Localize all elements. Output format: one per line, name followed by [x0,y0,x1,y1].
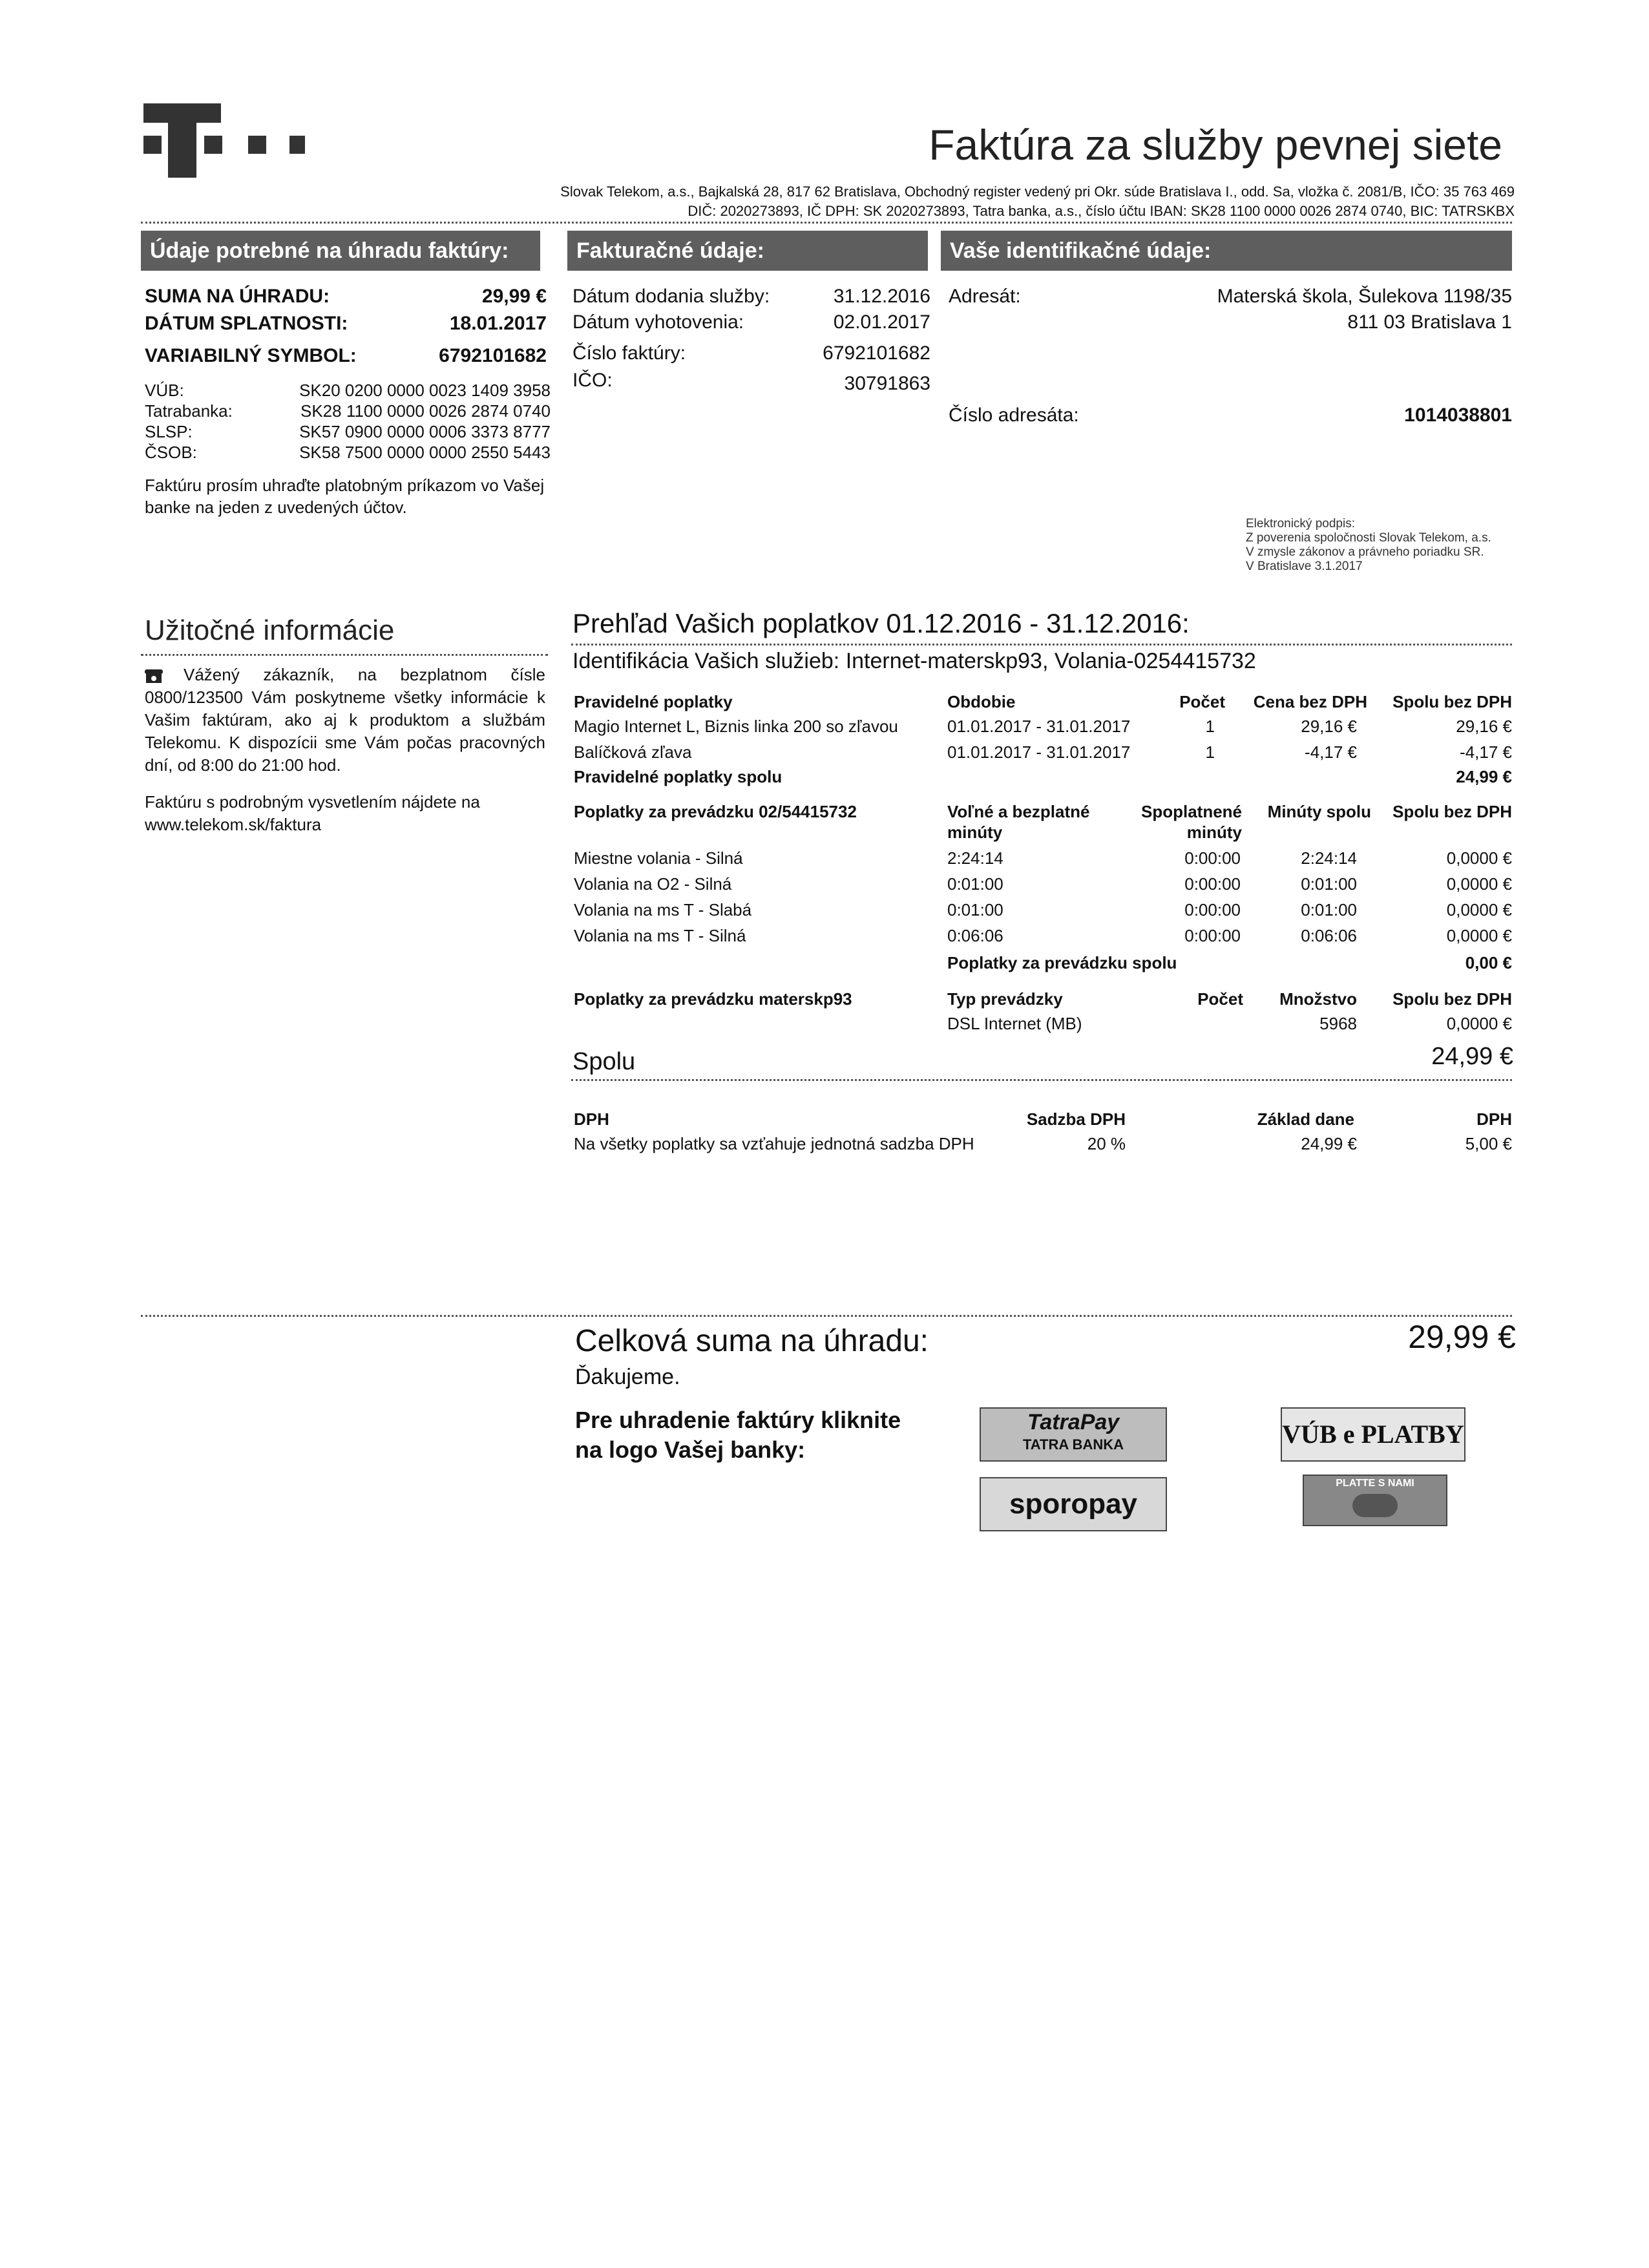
charge-period: 01.01.2017 - 31.01.2017 [947,717,1131,736]
service-id: Identifikácia Vašich služieb: Internet-materskp93, Volania-0254415732 [572,649,1256,673]
data-total: 0,0000 € [1446,1014,1512,1033]
grand-total-value: 29,99 € [1408,1319,1516,1355]
bank-name: ČSOB: [145,443,197,462]
call-total: 0,0000 € [1446,874,1512,894]
call-free: 0:01:00 [947,900,1003,919]
sporopay-button[interactable] [980,1477,1167,1531]
logo-t-stem [168,103,196,178]
vat-row-name: Na všetky poplatky sa vzťahuje jednotná sadzba DPH [574,1134,974,1153]
call-total: 0,0000 € [1446,900,1512,919]
bank-prompt: Pre uhradenie faktúry kliknite [575,1407,901,1433]
addressee-line1: Materská škola, Šulekova 1198/35 [1217,286,1512,307]
vat-col-header: Sadzba DPH [1026,1109,1126,1129]
e-signature-line: V Bratislave 3.1.2017 [1246,560,1363,573]
call-type: Miestne volania - Silná [574,848,743,868]
call-type: Volania na ms T - Silná [574,926,746,945]
payment-heading: Údaje potrebné na úhradu faktúry: [141,231,540,271]
vat-col-header: Základ dane [1257,1109,1354,1129]
thanks-text: Ďakujeme. [575,1365,680,1389]
invoice-value: 02.01.2017 [833,311,930,333]
csob-logo-text: PLATTE S NAMI [1336,1478,1414,1489]
vat-col-header: DPH [1476,1109,1512,1129]
invoice-label: IČO: [572,370,613,391]
addressee-number-label: Číslo adresáta: [949,404,1079,426]
charge-name: Balíčková zľava [574,742,692,762]
col-header: Množstvo [1279,989,1357,1009]
tatrapay-bank-text: TATRA BANKA [1022,1436,1124,1453]
addressee-line2: 811 03 Bratislava 1 [1347,311,1512,333]
overview-heading: Prehľad Vašich poplatkov 01.12.2016 - 31.12.2016: [572,608,1190,638]
csob-emblem [1352,1494,1398,1517]
tatrapay-logo-text: TatraPay [1027,1410,1120,1434]
due-value: 18.01.2017 [449,313,547,334]
grand-total-label: Celková suma na úhradu: [575,1324,929,1358]
ident-heading: Vaše identifikačné údaje: [941,231,1512,271]
vub-logo-text: VÚB e PLATBY [1282,1420,1464,1449]
data-type: DSL Internet (MB) [947,1014,1082,1033]
charge-period: 01.01.2017 - 31.01.2017 [947,742,1131,762]
charge-name: Magio Internet L, Biznis linka 200 so zľavou [574,717,898,736]
info-link-text: Faktúru s podrobným vysvetlením nájdete na www.telekom.sk/faktura [145,792,480,834]
addressee-number: 1014038801 [1404,404,1512,426]
bank-name: Tatrabanka: [145,401,233,421]
e-signature-line: Elektronický podpis: [1246,517,1355,530]
call-paid: 0:00:00 [1184,926,1241,945]
call-minutes: 2:24:14 [1301,848,1357,868]
logo-square-4 [289,136,305,154]
data-amount: 5968 [1319,1014,1357,1033]
regular-sum-value: 24,99 € [1456,767,1512,786]
call-free: 0:01:00 [947,874,1003,894]
company-info-2: DIČ: 2020273893, IČ DPH: SK 2020273893, Tatra banka, a.s., číslo účtu IBAN: SK28 1100 0000 0026 2874 0740, BIC: TATRSKBX [688,203,1515,219]
info-divider [141,654,548,656]
addressee-label: Adresát: [949,286,1021,307]
col-header: Spoplatnené minúty [1140,802,1242,842]
col-header: Cena bez DPH [1253,692,1367,711]
e-signature-line: Z poverenia spoločnosti Slovak Telekom, a.s. [1246,531,1491,545]
col-header: Počet [1197,989,1243,1009]
vat-amount: 5,00 € [1465,1134,1512,1153]
charge-count: 1 [1205,717,1215,736]
overview-divider [571,644,1512,646]
tatrapay-button[interactable] [980,1407,1167,1462]
telekom-logo [143,103,305,181]
col-header: Poplatky za prevádzku 02/54415732 [574,802,857,821]
call-minutes: 0:01:00 [1301,900,1357,919]
due-label: DÁTUM SPLATNOSTI: [145,313,348,334]
charge-total: -4,17 € [1460,742,1512,762]
vat-rate: 20 % [1087,1134,1126,1153]
logo-square-1 [143,136,162,154]
sum-label: SUMA NA ÚHRADU: [145,286,330,307]
call-paid: 0:00:00 [1184,848,1241,868]
bank-name: VÚB: [145,381,184,400]
col-header: Pravidelné poplatky [574,692,733,711]
regular-sum-label: Pravidelné poplatky spolu [574,767,782,786]
call-paid: 0:00:00 [1184,900,1241,919]
payment-note: Faktúru prosím uhraďte platobným príkazom vo Vašej banke na jeden z uvedených účtov. [145,476,545,517]
bank-iban: SK58 7500 0000 0000 2550 5443 [299,443,551,462]
sporopay-logo-text: sporopay [1009,1488,1138,1520]
bank-iban: SK20 0200 0000 0023 1409 3958 [299,381,551,400]
col-header: Počet [1179,692,1225,711]
charge-total: 29,16 € [1456,717,1512,736]
invoice-value: 6792101682 [823,342,930,364]
invoice-value: 31.12.2016 [833,286,930,307]
voice-sum-label: Poplatky za prevádzku spolu [947,953,1177,972]
call-type: Volania na O2 - Silná [574,874,732,894]
bank-iban: SK28 1100 0000 0026 2874 0740 [300,401,551,421]
charge-price: -4,17 € [1305,742,1357,762]
col-header: Typ prevádzky [947,989,1063,1009]
col-header: Poplatky za prevádzku materskp93 [574,989,852,1009]
vat-base: 24,99 € [1301,1134,1357,1153]
charge-price: 29,16 € [1301,717,1357,736]
overview-total-value: 24,99 € [1431,1043,1513,1070]
overview-total-label: Spolu [572,1048,636,1075]
invoice-label: Dátum vyhotovenia: [572,311,744,333]
csob-button[interactable] [1303,1475,1447,1526]
vub-eplatby-button[interactable] [1281,1407,1465,1462]
vat-col-header: DPH [574,1109,609,1129]
col-header: Obdobie [947,692,1016,711]
call-free: 2:24:14 [947,848,1003,868]
bank-name: SLSP: [145,422,193,441]
bank-iban: SK57 0900 0000 0006 3373 8777 [299,422,551,441]
overview-total-divider [571,1079,1512,1081]
logo-square-2 [204,136,222,154]
info-heading: Užitočné informácie [145,614,395,646]
company-info-1: Slovak Telekom, a.s., Bajkalská 28, 817 62 Bratislava, Obchodný register vedený pri Okr. súde Bratislava I., odd. Sa, vložka č. 2081/B, IČO: 35 763 469 [560,184,1515,200]
call-type: Volania na ms T - Slabá [574,900,752,919]
logo-square-3 [248,136,266,154]
call-paid: 0:00:00 [1184,874,1241,894]
col-header: Spolu bez DPH [1392,802,1512,821]
call-minutes: 0:01:00 [1301,874,1357,894]
info-text: Vážený zákazník, na bezplatnom čísle 0800/123500 Vám poskytneme všetky informácie k Vašim faktúram, ako aj k produktom a službám Telekomu. K dispozícii sme Vám počas pracovných dní, od 8:00 do 21:00 hod. [145,665,545,775]
charge-count: 1 [1205,742,1215,762]
call-minutes: 0:06:06 [1301,926,1357,945]
sum-value: 29,99 € [481,286,547,307]
col-header: Minúty spolu [1267,802,1371,821]
vs-label: VARIABILNÝ SYMBOL: [145,345,357,366]
invoice-title: Faktúra za služby pevnej siete [929,121,1502,169]
call-total: 0,0000 € [1446,926,1512,945]
footer-divider [141,1315,1512,1317]
invoice-value: 30791863 [844,373,930,394]
col-header: Voľné a bezplatné minúty [947,802,1090,842]
bank-prompt: na logo Vašej banky: [575,1436,806,1463]
call-total: 0,0000 € [1446,848,1512,868]
invoice-heading: Fakturačné údaje: [567,231,928,271]
col-header: Spolu bez DPH [1392,692,1512,711]
vs-value: 6792101682 [439,345,547,366]
voice-sum-value: 0,00 € [1465,953,1512,972]
col-header: Spolu bez DPH [1392,989,1512,1009]
header-divider [141,222,1512,224]
invoice-label: Dátum dodania služby: [572,286,770,307]
invoice-label: Číslo faktúry: [572,342,686,364]
e-signature-line: V zmysle zákonov a právneho poriadku SR. [1246,545,1484,559]
call-free: 0:06:06 [947,926,1003,945]
